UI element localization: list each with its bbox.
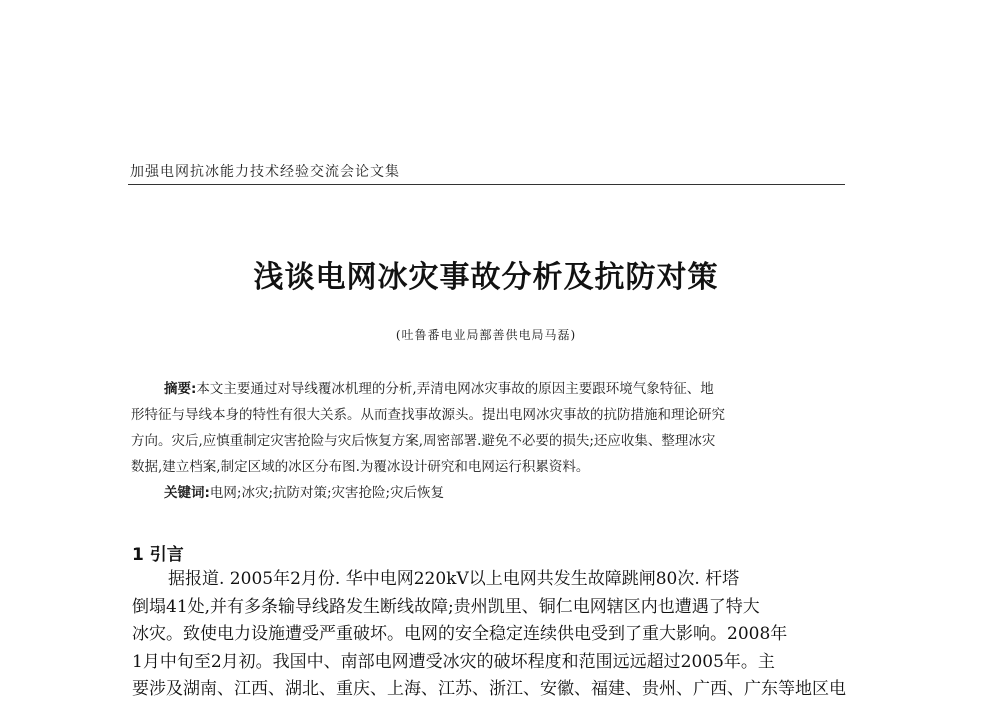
abstract — [131, 376, 843, 480]
abstract-line: 形特征与导线本身的特性有很大关系。从而查找事故源头。提出电网冰灾事故的抗防措施和理论研究 — [131, 407, 725, 423]
abstract-text: 本文主要通过对导线覆冰机理的分析,弄清电网冰灾事故的原因主要跟环境气象特征、地 — [196, 381, 714, 397]
body-text — [132, 566, 852, 704]
keywords-label: 关键词: — [164, 485, 210, 501]
keywords-text: 电网;冰灾;抗防对策;灾害抢险;灾后恢复 — [209, 485, 445, 501]
body-line: 1月中旬至2月初。我国中、南部电网遭受冰灾的破坏程度和范围远远超过2005年。主 — [132, 651, 775, 672]
body-line: 倒塌41处,并有多条输导线路发生断线故障;贵州凯里、铜仁电网辖区内也遭遇了特大 — [132, 596, 760, 617]
section-heading: 1 引言 — [132, 545, 184, 565]
body-line: 要涉及湖南、江西、湖北、重庆、上海、江苏、浙江、安徽、福建、贵州、广西、广东等地区电 — [132, 679, 846, 699]
running-header: 加强电网抗冰能力技术经验交流会论文集 — [130, 164, 400, 180]
body-line: 冰灾。致使电力设施遭受严重破坏。电网的安全稳定连续供电受到了重大影响。2008年 — [132, 624, 788, 644]
body-line: 据报道. 2005年2月份. 华中电网220kV以上电网共发生故障跳闸80次. 杆塔 — [168, 569, 740, 589]
paper-title: 浅谈电网冰灾事故分析及抗防对策 — [253, 260, 719, 295]
abstract-line — [131, 376, 843, 402]
author-affiliation: (吐鲁番电业局鄯善供电局马磊) — [395, 328, 577, 342]
header-rule — [128, 184, 845, 185]
keywords — [164, 480, 444, 506]
abstract-line: 方向。灾后,应慎重制定灾害抢险与灾后恢复方案,周密部署.避免不必要的损失;还应收集、整理冰灾 — [131, 433, 716, 449]
abstract-label: 摘要: — [164, 381, 197, 397]
abstract-line: 数据,建立档案,制定区域的冰区分布图.为覆冰设计研究和电网运行积累资料。 — [131, 459, 590, 475]
